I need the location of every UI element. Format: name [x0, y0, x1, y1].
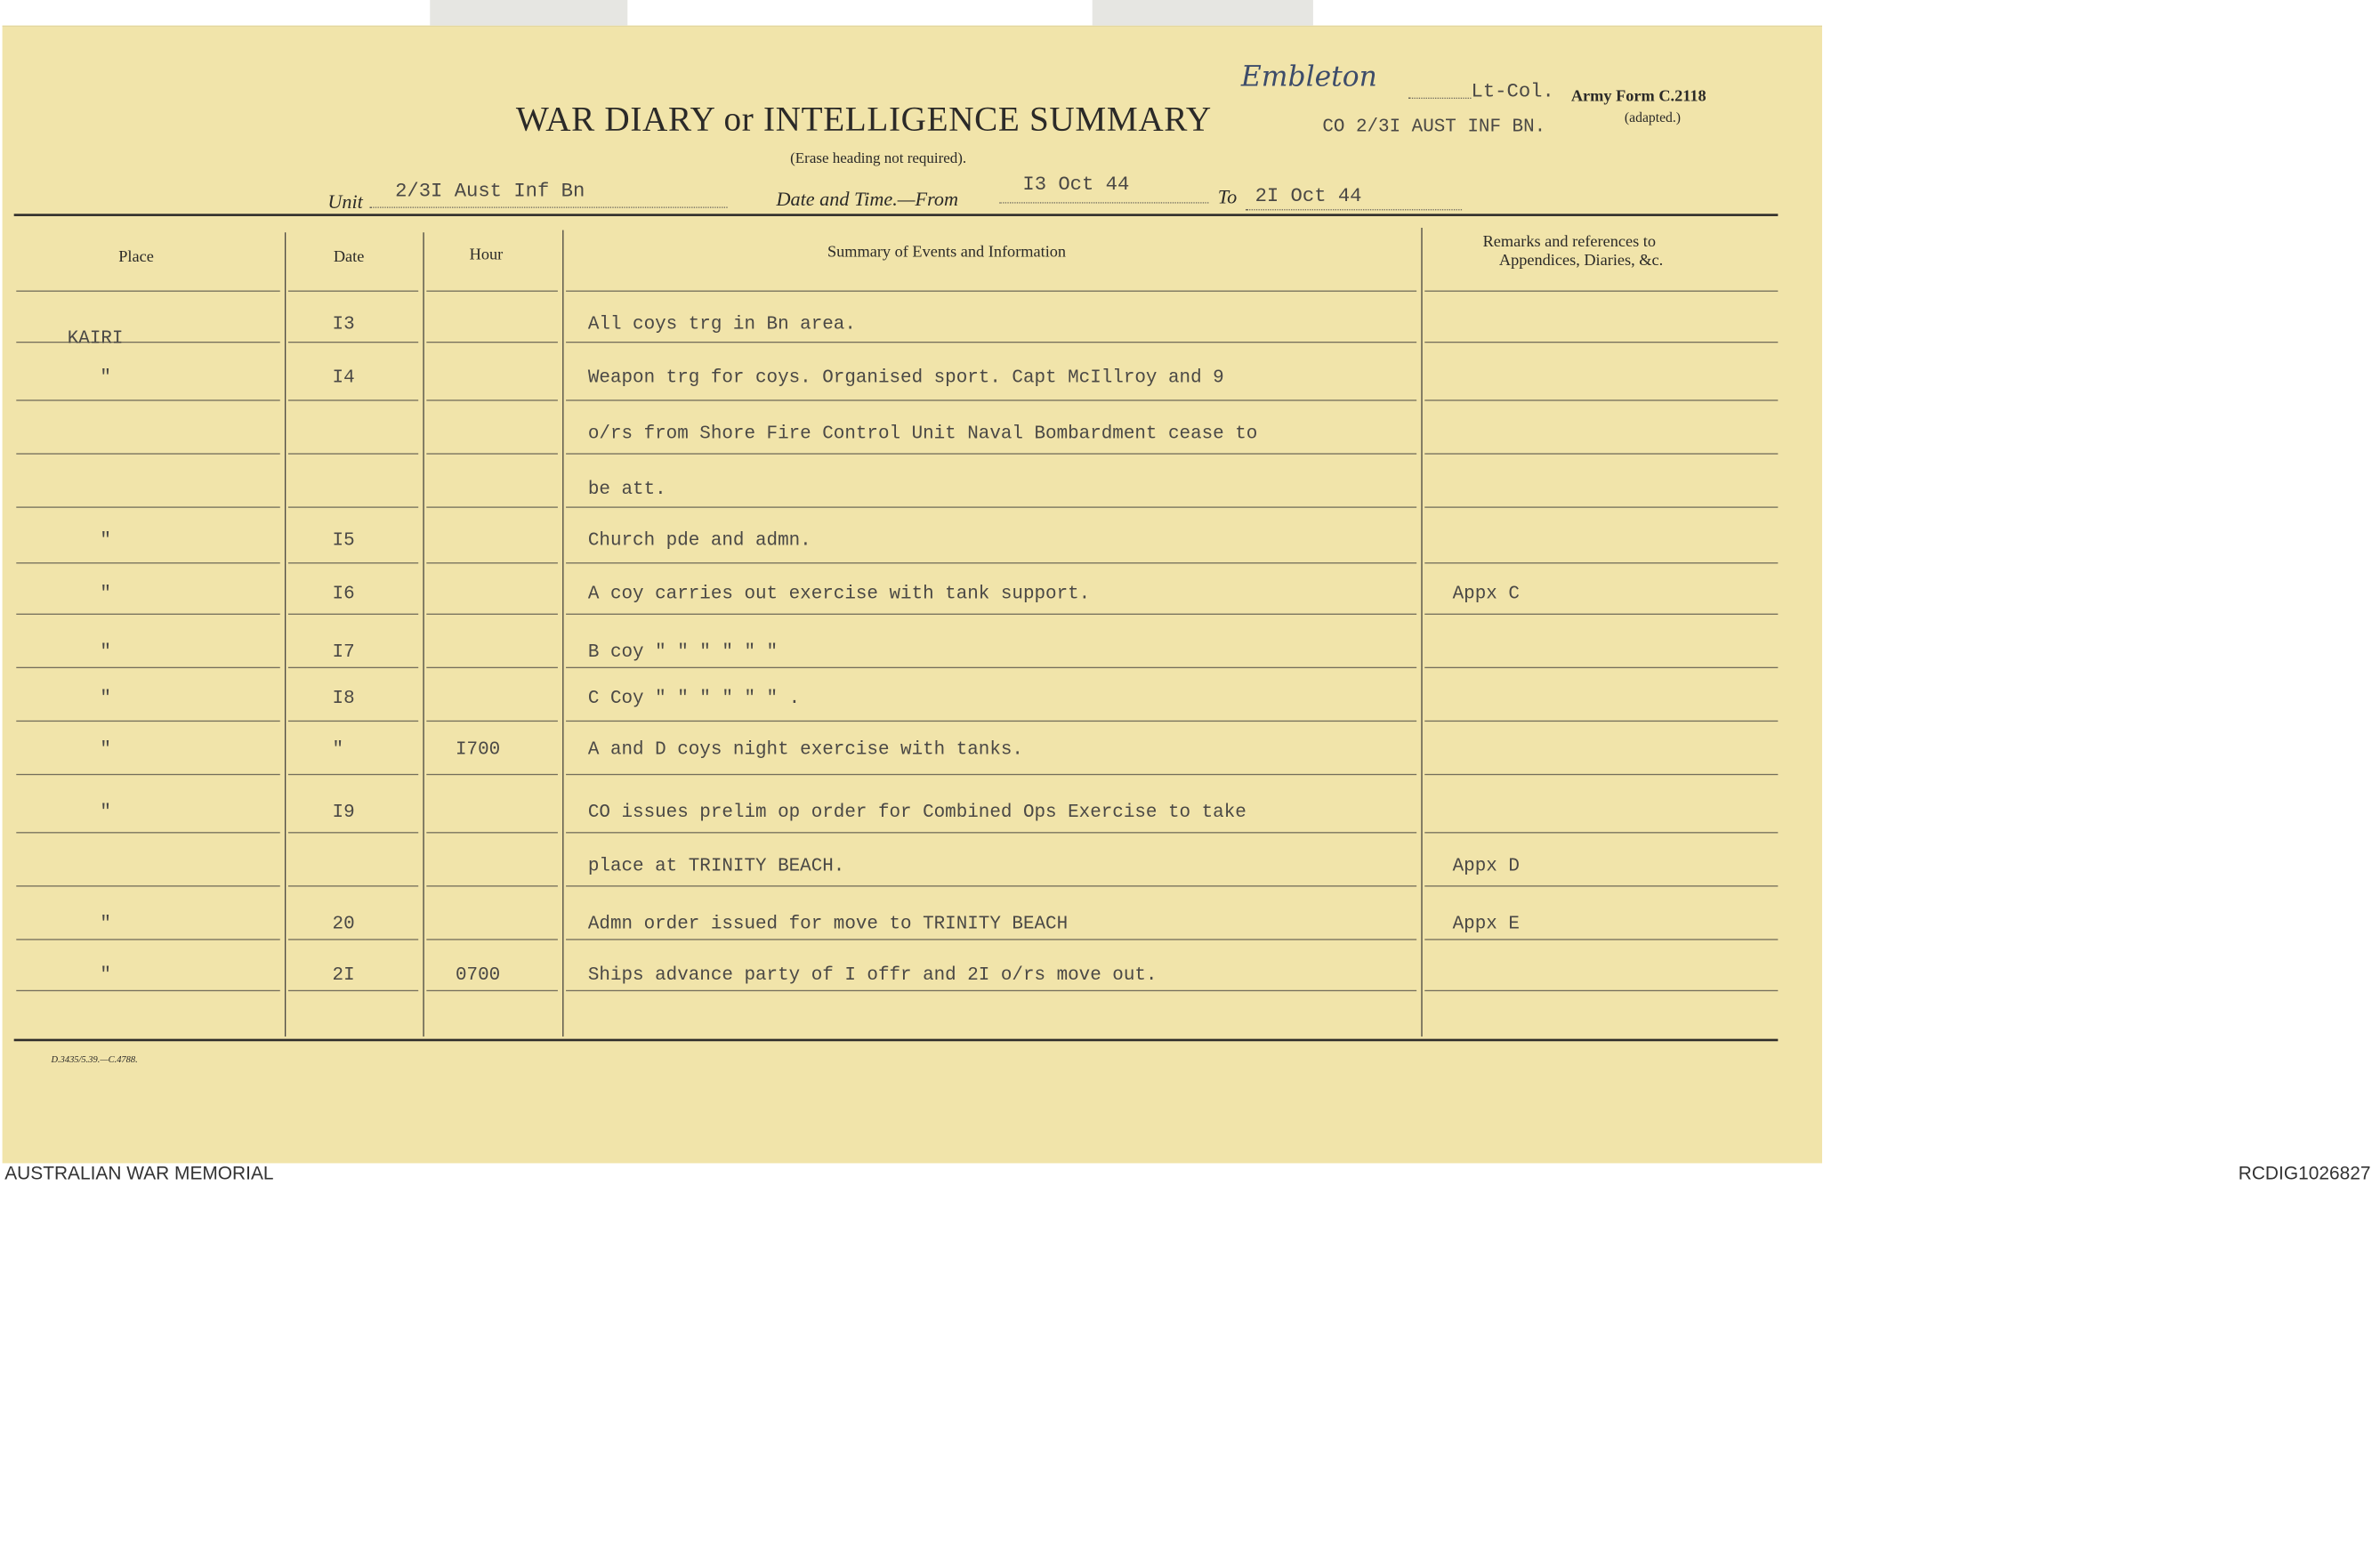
row-rule [16, 667, 279, 668]
row-rule [288, 342, 418, 343]
row-rule [566, 667, 1416, 668]
hour-cell: I700 [455, 738, 501, 761]
to-line [1246, 209, 1462, 210]
from-line [999, 202, 1208, 203]
co-line: CO 2/3I AUST INF BN. [1322, 116, 1546, 138]
row-rule [1424, 399, 1778, 400]
row-rule [566, 832, 1416, 833]
place-cell: " [100, 529, 111, 552]
row-rule [566, 342, 1416, 343]
summary-cell: Ships advance party of I offr and 2I o/rs move out. [587, 964, 1158, 986]
row-rule [426, 506, 558, 507]
row-rule [16, 506, 279, 507]
row-rule [16, 832, 279, 833]
date-cell: I9 [332, 802, 355, 823]
row-rule [426, 774, 558, 775]
row-rule [426, 990, 558, 991]
row-rule [566, 291, 1416, 292]
row-rule [16, 721, 279, 722]
row-rule [1424, 939, 1778, 940]
date-cell: 20 [332, 913, 355, 935]
row-rule [1424, 453, 1778, 454]
row-rule [1424, 774, 1778, 775]
place-cell: " [100, 913, 111, 935]
summary-cell: o/rs from Shore Fire Control Unit Naval Bombardment cease to [587, 423, 1258, 444]
row-rule [288, 291, 418, 292]
column-divider-place-date [285, 232, 286, 1037]
row-rule [288, 614, 418, 615]
summary-cell: CO issues prelim op order for Combined Ops Exercise to take [587, 802, 1246, 823]
army-form-label: Army Form C.2118 [1570, 88, 1706, 106]
column-header-hour: Hour [469, 246, 504, 264]
row-rule [426, 291, 558, 292]
from-date-value: I3 Oct 44 [1022, 173, 1130, 197]
row-rule [566, 939, 1416, 940]
remarks-cell: Appx C [1452, 583, 1520, 605]
summary-cell: Admn order issued for move to TRINITY BEACH [587, 913, 1069, 935]
row-rule [288, 399, 418, 400]
row-rule [1424, 291, 1778, 292]
row-rule [1424, 562, 1778, 563]
footer-right: RCDIG1026827 [2238, 1164, 2371, 1184]
place-cell: " [100, 964, 111, 986]
remarks-cell: Appx E [1452, 913, 1520, 935]
date-cell: 2I [332, 964, 355, 986]
row-rule [426, 667, 558, 668]
column-header-place: Place [118, 248, 154, 267]
date-cell: I7 [332, 641, 355, 663]
column-header-remarks-line2: Appendices, Diaries, &c. [1498, 252, 1664, 270]
summary-cell: All coys trg in Bn area. [587, 313, 856, 335]
row-rule [16, 990, 279, 991]
row-rule [566, 562, 1416, 563]
row-rule [288, 939, 418, 940]
row-rule [426, 614, 558, 615]
column-header-date: Date [333, 248, 365, 267]
row-rule [1424, 990, 1778, 991]
row-rule [566, 506, 1416, 507]
row-rule [426, 453, 558, 454]
row-rule [288, 506, 418, 507]
row-rule [288, 832, 418, 833]
row-rule [1424, 885, 1778, 886]
column-divider-date-hour [423, 232, 424, 1037]
table-bottom-border [14, 1039, 1779, 1042]
place-cell: " [100, 641, 111, 663]
row-rule [566, 774, 1416, 775]
row-rule [426, 562, 558, 563]
summary-cell: be att. [587, 479, 666, 500]
place-cell: " [100, 802, 111, 823]
adapted-label: (adapted.) [1624, 109, 1682, 126]
column-divider-summary-remarks [1421, 228, 1422, 1037]
date-time-label: Date and Time.—From [776, 188, 959, 211]
row-rule [1424, 342, 1778, 343]
row-rule [16, 453, 279, 454]
row-rule [1424, 506, 1778, 507]
column-header-remarks-line1: Remarks and references to [1482, 233, 1657, 252]
row-rule [288, 721, 418, 722]
place-cell: KAIRI [67, 327, 124, 349]
row-rule [426, 885, 558, 886]
form-code: D.3435/5.39.—C.4788. [51, 1053, 138, 1065]
erase-note: (Erase heading not required). [790, 149, 967, 166]
column-header-summary: Summary of Events and Information [827, 244, 1067, 262]
summary-cell: place at TRINITY BEACH. [587, 855, 845, 876]
to-date-value: 2I Oct 44 [1255, 185, 1362, 208]
row-rule [16, 885, 279, 886]
date-cell: I3 [332, 313, 355, 335]
place-cell: " [100, 738, 111, 761]
summary-cell: Church pde and admn. [587, 529, 811, 552]
table-top-border [14, 214, 1779, 216]
column-divider-hour-summary [562, 230, 563, 1037]
row-rule [566, 990, 1416, 991]
date-cell: " [332, 738, 344, 761]
row-rule [566, 614, 1416, 615]
row-rule [1424, 832, 1778, 833]
row-rule [16, 774, 279, 775]
page-title: WAR DIARY or INTELLIGENCE SUMMARY [515, 100, 1212, 139]
row-rule [16, 939, 279, 940]
summary-cell: A coy carries out exercise with tank support. [587, 583, 1091, 605]
signature-line [1408, 98, 1472, 99]
row-rule [16, 291, 279, 292]
paper-tab-cutout [430, 0, 627, 26]
row-rule [566, 885, 1416, 886]
lt-col-text: Lt-Col. [1471, 81, 1554, 104]
row-rule [1424, 667, 1778, 668]
row-rule [426, 832, 558, 833]
place-cell: " [100, 583, 111, 605]
row-rule [426, 342, 558, 343]
row-rule [288, 885, 418, 886]
row-rule [426, 399, 558, 400]
row-rule [288, 453, 418, 454]
summary-cell: B coy " " " " " " [587, 641, 779, 663]
summary-cell: Weapon trg for coys. Organised sport. Capt McIllroy and 9 [587, 367, 1224, 389]
date-cell: I5 [332, 529, 355, 552]
row-rule [16, 614, 279, 615]
remarks-cell: Appx D [1452, 855, 1520, 876]
row-rule [16, 399, 279, 400]
row-rule [288, 774, 418, 775]
row-rule [288, 990, 418, 991]
unit-value: 2/3I Aust Inf Bn [395, 181, 585, 204]
date-cell: I6 [332, 583, 355, 605]
date-cell: I8 [332, 688, 355, 709]
row-rule [426, 721, 558, 722]
row-rule [566, 453, 1416, 454]
row-rule [16, 342, 279, 343]
paper-tab-cutout [1093, 0, 1313, 26]
row-rule [566, 721, 1416, 722]
date-cell: I4 [332, 367, 355, 389]
to-label: To [1217, 185, 1238, 208]
hour-cell: 0700 [455, 964, 501, 986]
row-rule [1424, 721, 1778, 722]
place-cell: " [100, 688, 111, 709]
unit-line [369, 206, 727, 207]
row-rule [16, 562, 279, 563]
row-rule [288, 667, 418, 668]
footer-left: AUSTRALIAN WAR MEMORIAL [4, 1164, 274, 1184]
row-rule [1424, 614, 1778, 615]
summary-cell: A and D coys night exercise with tanks. [587, 738, 1023, 761]
unit-label: Unit [327, 190, 363, 214]
place-cell: " [100, 367, 111, 389]
summary-cell: C Coy " " " " " " . [587, 688, 801, 709]
row-rule [426, 939, 558, 940]
row-rule [288, 562, 418, 563]
row-rule [566, 399, 1416, 400]
signature: Embleton [1240, 60, 1377, 93]
